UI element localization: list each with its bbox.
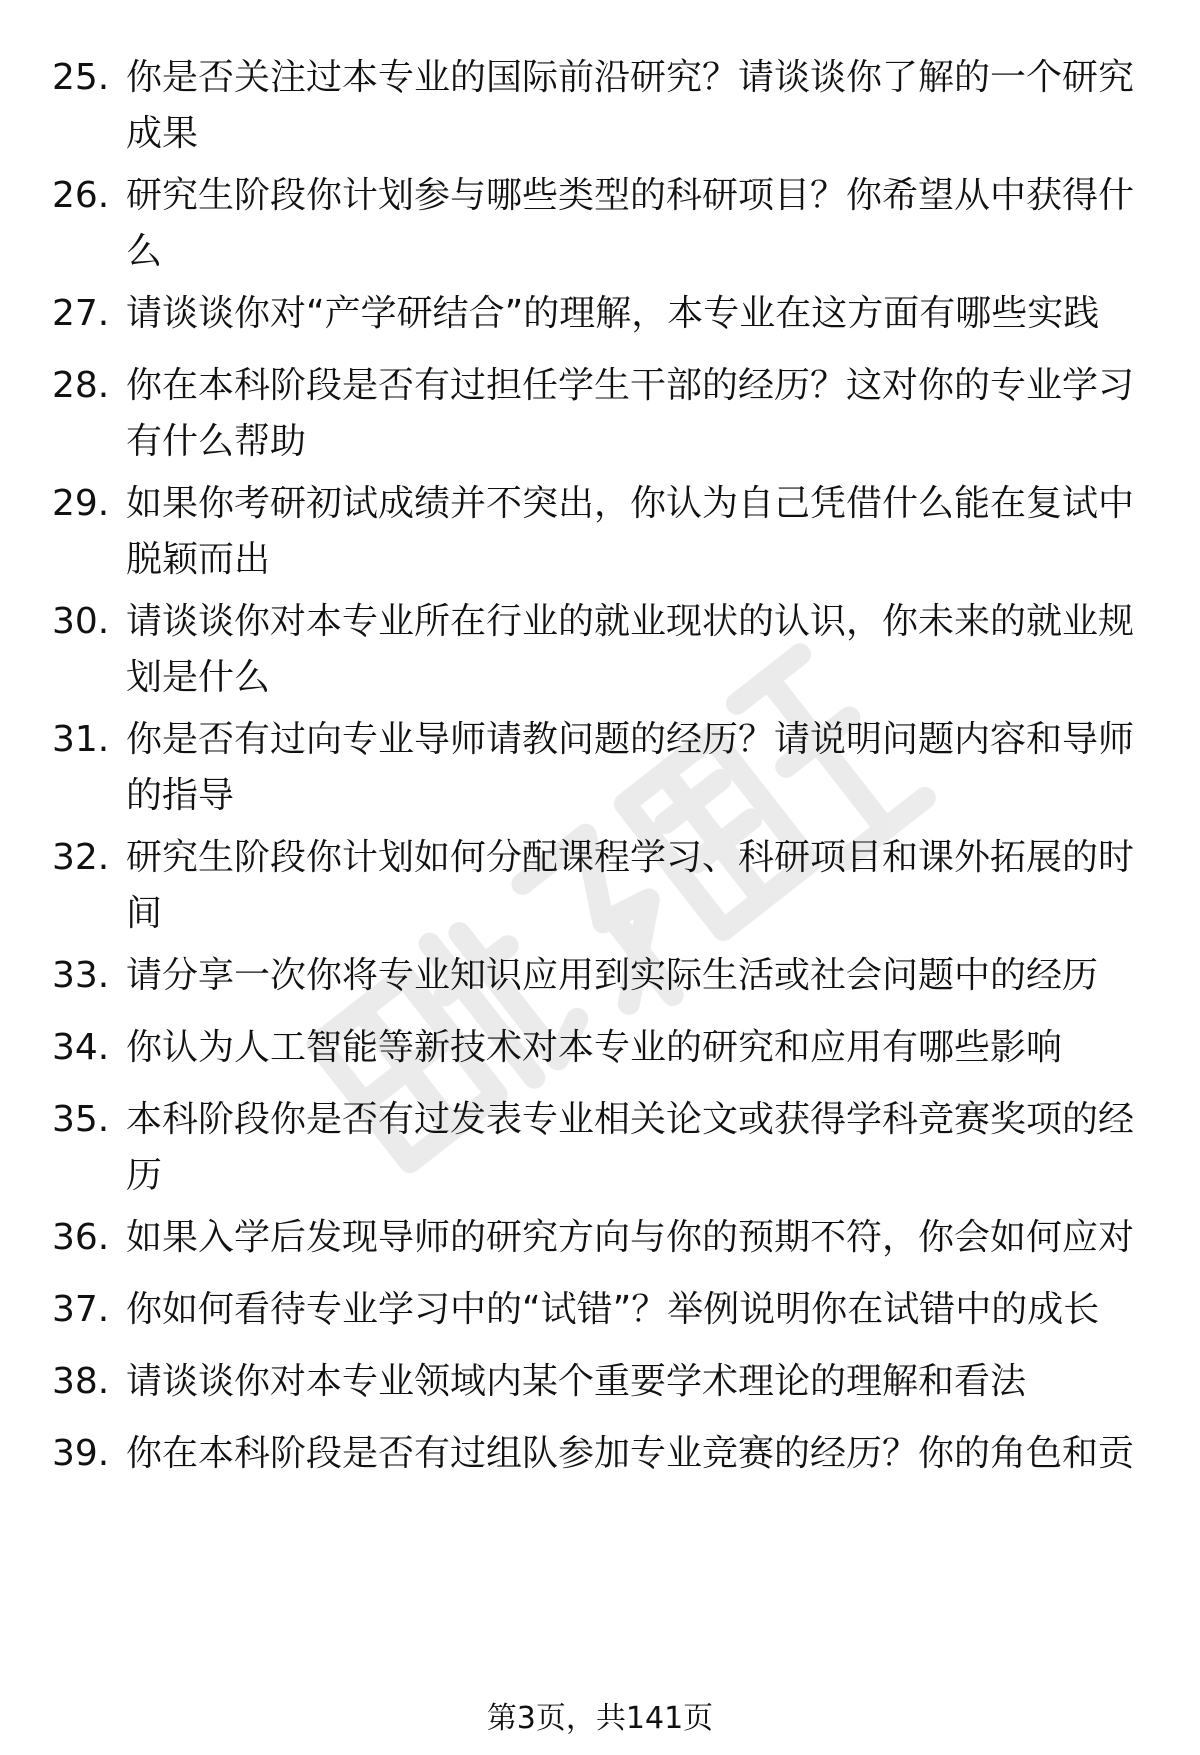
question-text bbox=[126, 168, 1186, 280]
question-number: 34. bbox=[52, 1027, 110, 1068]
question-line: 你在本科阶段是否有过担任学生干部的经历？这对你的专业学习 bbox=[126, 365, 1135, 406]
question-text bbox=[126, 830, 1186, 942]
question-number: 31. bbox=[52, 719, 110, 760]
question-line: 么 bbox=[126, 231, 163, 272]
question-number: 28. bbox=[52, 365, 110, 406]
question-number: 27. bbox=[52, 293, 110, 334]
question-line: 间 bbox=[126, 893, 163, 934]
question-number: 36. bbox=[52, 1217, 110, 1258]
question-number: 35. bbox=[52, 1099, 110, 1140]
question-text bbox=[126, 1354, 1186, 1410]
question-line: 你认为人工智能等新技术对本专业的研究和应用有哪些影响 bbox=[126, 1027, 1063, 1068]
question-text bbox=[126, 594, 1186, 706]
question-line: 研究生阶段你计划参与哪些类型的科研项目？你希望从中获得什 bbox=[126, 175, 1135, 216]
question-line: 你在本科阶段是否有过组队参加专业竞赛的经历？你的角色和贡 bbox=[126, 1433, 1135, 1474]
question-line: 你如何看待专业学习中的“试错”？举例说明你在试错中的成长 bbox=[126, 1289, 1100, 1330]
question-text bbox=[126, 50, 1186, 162]
question-line: 划是什么 bbox=[126, 657, 271, 698]
question-text bbox=[126, 1092, 1186, 1204]
question-line: 研究生阶段你计划如何分配课程学习、科研项目和课外拓展的时 bbox=[126, 837, 1135, 878]
question-text bbox=[126, 1210, 1186, 1266]
question-number: 37. bbox=[52, 1289, 110, 1330]
question-number: 33. bbox=[52, 955, 110, 996]
question-line: 请谈谈你对本专业领域内某个重要学术理论的理解和看法 bbox=[126, 1361, 1027, 1402]
question-line: 请谈谈你对本专业所在行业的就业现状的认识，你未来的就业规 bbox=[126, 601, 1135, 642]
question-text bbox=[126, 712, 1186, 824]
question-text bbox=[126, 1020, 1186, 1076]
question-number: 38. bbox=[52, 1361, 110, 1402]
question-line: 成果 bbox=[126, 113, 199, 154]
question-text bbox=[126, 286, 1186, 342]
question-line: 如果你考研初试成绩并不突出，你认为自己凭借什么能在复试中 bbox=[126, 483, 1135, 524]
question-text bbox=[126, 358, 1186, 470]
question-text bbox=[126, 1282, 1186, 1338]
question-line: 请分享一次你将专业知识应用到实际生活或社会问题中的经历 bbox=[126, 955, 1099, 996]
question-line: 脱颖而出 bbox=[126, 539, 271, 580]
question-line: 历 bbox=[126, 1155, 163, 1196]
page-number-footer: 第3页，共141页 bbox=[486, 1701, 714, 1736]
question-number: 25. bbox=[52, 57, 110, 98]
question-number: 26. bbox=[52, 175, 110, 216]
question-line: 你是否关注过本专业的国际前沿研究？请谈谈你了解的一个研究 bbox=[126, 57, 1135, 98]
question-line: 本科阶段你是否有过发表专业相关论文或获得学科竞赛奖项的经 bbox=[126, 1099, 1135, 1140]
question-line: 有什么帮助 bbox=[126, 421, 307, 462]
question-line: 请谈谈你对“产学研结合”的理解，本专业在这方面有哪些实践 bbox=[126, 293, 1100, 334]
question-number: 30. bbox=[52, 601, 110, 642]
question-text bbox=[126, 1426, 1186, 1482]
question-text bbox=[126, 948, 1186, 1004]
question-line: 的指导 bbox=[126, 775, 235, 816]
question-text bbox=[126, 476, 1186, 588]
question-number: 32. bbox=[52, 837, 110, 878]
question-line: 你是否有过向专业导师请教问题的经历？请说明问题内容和导师 bbox=[126, 719, 1135, 760]
question-number: 29. bbox=[52, 483, 110, 524]
question-number: 39. bbox=[52, 1433, 110, 1474]
question-line: 如果入学后发现导师的研究方向与你的预期不符，你会如何应对 bbox=[126, 1217, 1135, 1258]
